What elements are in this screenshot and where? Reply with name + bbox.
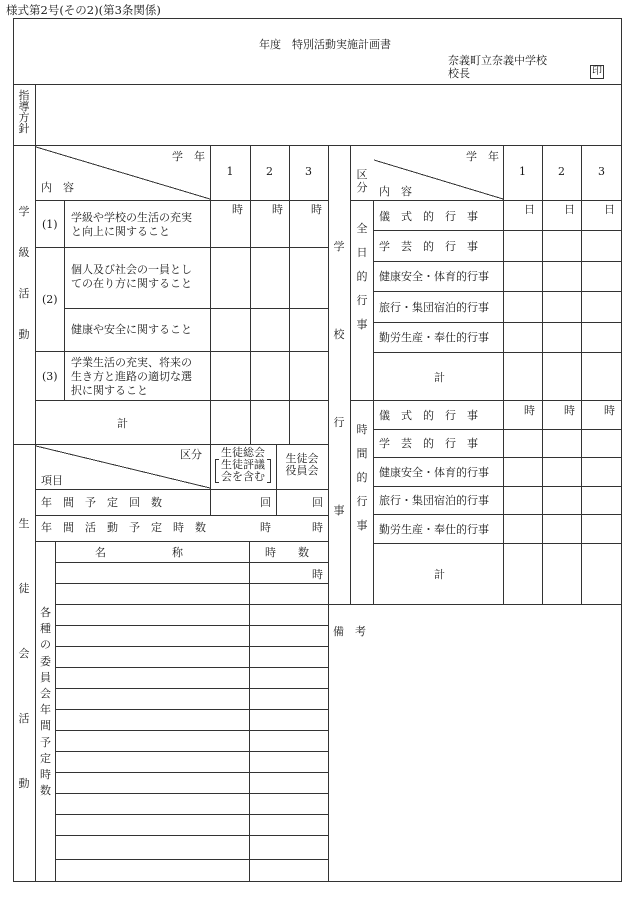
principal-label: 校長	[448, 67, 470, 80]
annual-count-label: 年 間 予 定 回 数	[41, 496, 162, 509]
class-activity-label: 学 級 活 動	[18, 205, 30, 341]
grade-header: 学 年	[172, 150, 205, 163]
item-2a-text-b: ての在り方に関すること	[71, 277, 192, 290]
unit-day-1: 日	[524, 203, 535, 216]
bracket-left	[215, 459, 219, 483]
fullday-total: 計	[434, 371, 445, 384]
events-grade-2: 2	[558, 165, 565, 178]
events-grade-3: 3	[598, 165, 605, 178]
event-travel-h: 旅行・集団宿泊的行事	[379, 494, 489, 507]
event-travel: 旅行・集団宿泊的行事	[379, 301, 489, 314]
grade-1: 1	[226, 165, 234, 178]
division-header: 区分	[180, 448, 202, 461]
item-1-text-b: と向上に関すること	[71, 225, 170, 238]
unit-day-3: 日	[604, 203, 615, 216]
item-3-number: (3)	[42, 370, 58, 383]
item-header: 項目	[41, 474, 63, 487]
officers-meeting-label: 生徒会 役員会	[285, 452, 319, 477]
events-grade-header: 学 年	[466, 150, 499, 163]
item-3-text-b: 生き方と進路の適切な選	[71, 370, 192, 383]
form-number: 様式第2号(その2)(第3条関係)	[6, 3, 161, 17]
event-arts-h: 学 芸 的 行 事	[379, 437, 478, 450]
unit-day-2: 日	[564, 203, 575, 216]
event-health-h: 健康安全・体育的行事	[379, 466, 489, 479]
item-1-number: (1)	[42, 218, 58, 231]
hourly-label: 時 間 的 行 事	[356, 423, 368, 532]
unit-count-1: 回	[260, 496, 271, 509]
item-1-text-a: 学級や学校の生活の充実	[71, 211, 192, 224]
events-content-header: 内 容	[379, 185, 412, 198]
unit-hour-e2: 時	[564, 404, 575, 417]
class-total: 計	[117, 417, 128, 430]
event-arts: 学 芸 的 行 事	[379, 240, 478, 253]
event-health: 健康安全・体育的行事	[379, 270, 489, 283]
event-labor-h: 勤労生産・奉仕的行事	[379, 523, 489, 536]
item-2-number: (2)	[42, 293, 58, 306]
grade-2: 2	[266, 165, 273, 178]
event-labor: 勤労生産・奉仕的行事	[379, 331, 489, 344]
unit-hour-e3: 時	[604, 404, 615, 417]
name-header: 名 称	[95, 546, 183, 559]
remarks-label: 備 考	[333, 625, 366, 638]
hours-unit: 時	[312, 568, 323, 581]
grade-3: 3	[305, 165, 312, 178]
fullday-label: 全 日 的 行 事	[356, 222, 368, 331]
item-3-text-c: 択に関すること	[71, 384, 148, 397]
event-ceremony-h: 儀 式 的 行 事	[379, 409, 478, 422]
unit-hour-1: 時	[232, 203, 243, 216]
hours-header: 時 数	[265, 546, 309, 559]
annual-hours-label: 年 間 活 動 予 定 時 数	[41, 521, 206, 534]
general-assembly-label: 生徒総会 生徒評議 会を含む	[221, 446, 265, 483]
unit-hours-1: 時	[260, 521, 271, 534]
division-label: 区 分	[356, 168, 368, 194]
item-3-text-a: 学業生活の充実、将来の	[71, 356, 192, 369]
unit-hours-2: 時	[312, 521, 323, 534]
item-2b-text: 健康や安全に関すること	[71, 323, 192, 336]
form-title: 年度 特別活動実施計画書	[259, 38, 391, 51]
school-name: 奈義町立奈義中学校	[448, 54, 547, 67]
events-grade-1: 1	[519, 165, 526, 178]
school-events-label: 学 校 行 事	[333, 240, 345, 517]
content-header: 内 容	[41, 181, 74, 194]
bracket-right	[267, 459, 271, 483]
student-council-label: 生 徒 会 活 動	[18, 517, 30, 790]
unit-hour-e1: 時	[524, 404, 535, 417]
item-2a-text-a: 個人及び社会の一員とし	[71, 263, 192, 276]
policy-label: 指 導 方 針	[18, 89, 30, 135]
seal-mark: 印	[592, 66, 602, 77]
hourly-total: 計	[434, 568, 445, 581]
event-ceremony: 儀 式 的 行 事	[379, 210, 478, 223]
unit-hour-2: 時	[272, 203, 283, 216]
unit-hour-3: 時	[311, 203, 322, 216]
committee-label: 各 種 の 委 員 会 年 間 予 定 時 数	[40, 606, 51, 798]
unit-count-2: 回	[312, 496, 323, 509]
remarks-field[interactable]	[329, 640, 621, 880]
